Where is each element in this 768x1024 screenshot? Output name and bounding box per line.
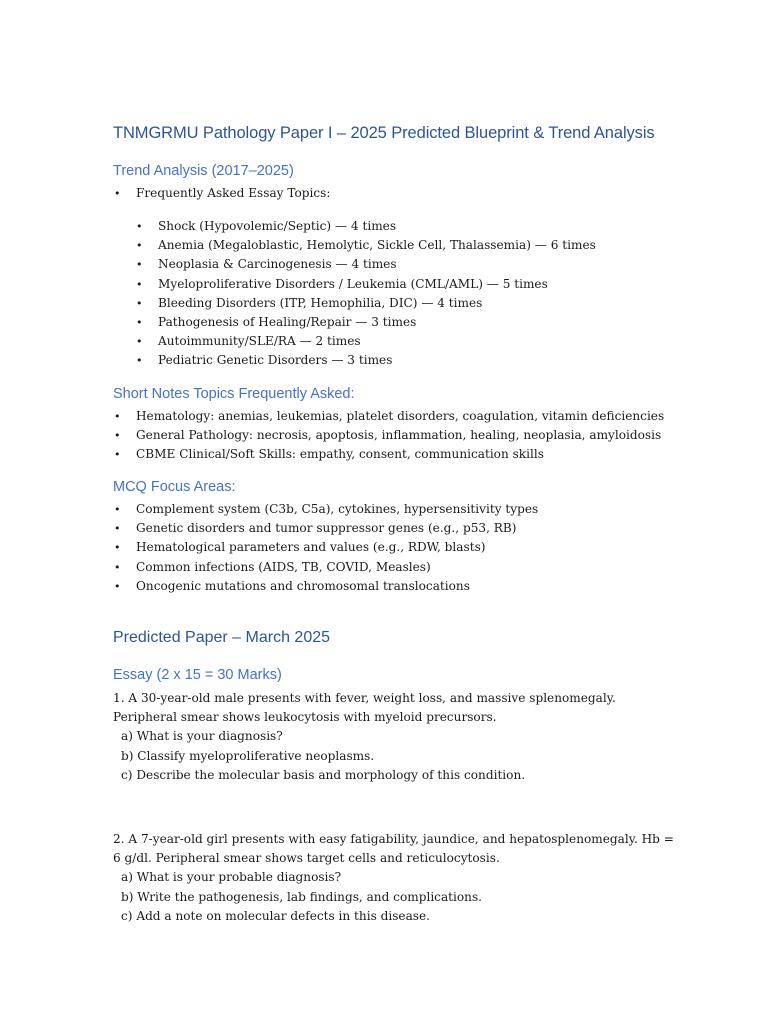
list-item: • General Pathology: necrosis, apoptosis, inflammation, healing, neoplasia, amyloidosis [136, 426, 664, 445]
question-1-part-b: b) Classify myeloproliferative neoplasms. [121, 748, 375, 763]
essay-question-2 [113, 830, 674, 926]
bullet-icon: • [114, 541, 121, 555]
bullet-icon: • [114, 187, 121, 200]
list-item: • Bleeding Disorders (ITP, Hemophilia, DIC) — 4 times [158, 294, 596, 313]
list-item: • Neoplasia & Carcinogenesis — 4 times [158, 255, 596, 274]
list-item: • Hematology: anemias, leukemias, platelet disorders, coagulation, vitamin deficiencies [136, 407, 664, 426]
mcq-heading: MCQ Focus Areas: [113, 479, 236, 495]
bullet-icon: • [136, 239, 143, 253]
question-1-line-1: 1. A 30-year-old male presents with fever, weight loss, and massive splenomegaly. [113, 691, 616, 705]
list-item: • Common infections (AIDS, TB, COVID, Measles) [136, 558, 538, 577]
bullet-icon: • [114, 410, 121, 423]
list-item: • Pediatric Genetic Disorders — 3 times [158, 351, 596, 370]
list-item: • Myeloproliferative Disorders / Leukemia (CML/AML) — 5 times [158, 275, 596, 294]
list-item: • Anemia (Megaloblastic, Hemolytic, Sickle Cell, Thalassemia) — 6 times [158, 236, 596, 255]
list-item: • Genetic disorders and tumor suppressor genes (e.g., p53, RB) [136, 519, 538, 538]
question-2-part-c: c) Add a note on molecular defects in this disease. [121, 908, 431, 923]
mcq-list [114, 500, 539, 596]
question-2-part-a: a) What is your probable diagnosis? [121, 870, 342, 885]
bullet-icon: • [114, 503, 121, 516]
bullet-icon: • [136, 296, 143, 310]
essay-question-1 [113, 689, 616, 785]
trend-analysis-heading: Trend Analysis (2017–2025) [113, 163, 294, 179]
bullet-icon: • [114, 560, 121, 574]
question-1-part-c: c) Describe the molecular basis and morphology of this condition. [121, 767, 526, 782]
bullet-icon: • [114, 448, 121, 462]
bullet-icon: • [136, 277, 143, 291]
bullet-icon: • [114, 579, 121, 593]
short-notes-heading: Short Notes Topics Frequently Asked: [113, 386, 355, 402]
question-2-part-b: b) Write the pathogenesis, lab findings, and complications. [121, 889, 483, 904]
essay-heading: Essay (2 x 15 = 30 Marks) [113, 667, 282, 683]
list-item: • CBME Clinical/Soft Skills: empathy, consent, communication skills [136, 445, 664, 464]
bullet-icon: • [136, 315, 143, 329]
question-2-line-1: 2. A 7-year-old girl presents with easy fatigability, jaundice, and hepatosplenomegaly. Hb = [113, 832, 674, 846]
list-item: • Shock (Hypovolemic/Septic) — 4 times [158, 217, 596, 236]
trend-intro-list [114, 184, 331, 203]
list-item: • Hematological parameters and values (e.g., RDW, blasts) [136, 538, 538, 557]
question-2-line-2: 6 g/dl. Peripheral smear shows target cells and reticulocytosis. [113, 851, 500, 866]
bullet-icon: • [114, 522, 121, 536]
bullet-icon: • [136, 335, 143, 349]
list-item: • Frequently Asked Essay Topics: [136, 184, 330, 203]
list-item: • Complement system (C3b, C5a), cytokines, hypersensitivity types [136, 500, 538, 519]
list-item: • Autoimmunity/SLE/RA — 2 times [158, 332, 596, 351]
document-title: TNMGRMU Pathology Paper I – 2025 Predicted Blueprint & Trend Analysis [113, 124, 655, 142]
question-1-part-a: a) What is your diagnosis? [121, 729, 283, 744]
question-1-line-2: Peripheral smear shows leukocytosis with myeloid precursors. [113, 710, 497, 725]
essay-topics-list [136, 217, 596, 371]
bullet-icon: • [114, 429, 121, 443]
short-notes-list [114, 407, 665, 465]
bullet-icon: • [136, 258, 143, 272]
list-item: • Pathogenesis of Healing/Repair — 3 times [158, 313, 596, 332]
bullet-icon: • [136, 354, 143, 368]
predicted-paper-heading: Predicted Paper – March 2025 [113, 629, 331, 646]
bullet-icon: • [136, 220, 143, 233]
list-item: • Oncogenic mutations and chromosomal translocations [136, 577, 538, 596]
